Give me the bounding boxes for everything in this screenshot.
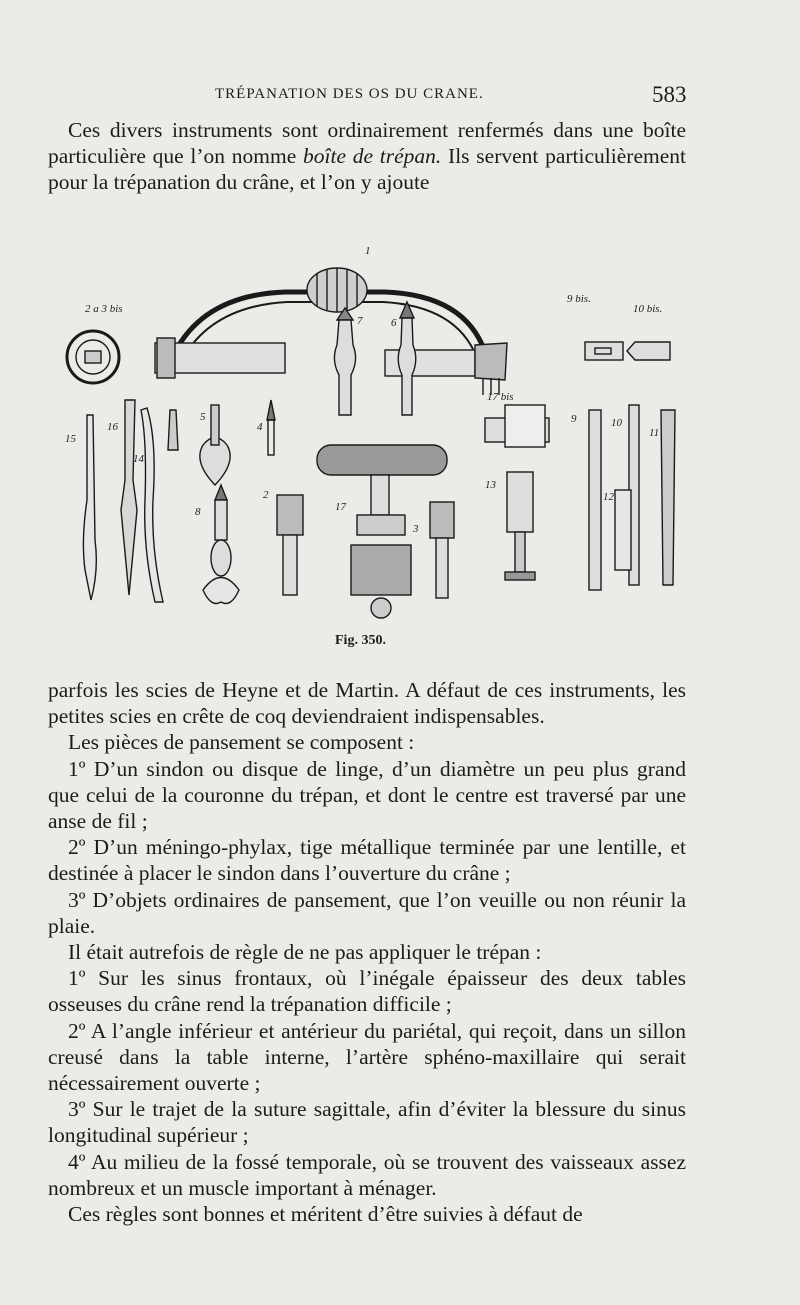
- fig-label-15: 15: [65, 433, 76, 445]
- body-paragraph: parfois les scies de Heyne et de Martin. A défaut de ces instruments, les petites scies en crête de coq deviendraient indispensables.: [48, 678, 686, 729]
- figure-caption: Fig. 350.: [335, 633, 386, 648]
- fig-label-13: 13: [485, 479, 496, 491]
- crown-3-drawing: [430, 502, 454, 598]
- body-paragraph: 3º D’objets ordinaires de pansement, que l’on veuille ou non réunir la plaie.: [48, 887, 686, 938]
- body-paragraph: 3º Sur le trajet de la suture sagittale, afin d’éviter la blessure du sinus longitudinal supérieur ;: [48, 1097, 686, 1148]
- figure-350: [55, 240, 705, 625]
- perforator-17-drawing: [317, 445, 447, 618]
- fig-label-16: 16: [107, 421, 118, 433]
- fig-label-10bis: 10 bis.: [633, 303, 663, 315]
- fig-label-4: 4: [257, 421, 263, 433]
- body-paragraph: Les pièces de pansement se composent :: [68, 730, 415, 755]
- body-paragraph: 1º Sur les sinus frontaux, où l’inégale épaisseur des deux tables osseuses du crâne rend la trépanation difficile ;: [48, 966, 686, 1017]
- fig-label-6: 6: [391, 317, 397, 329]
- handles-9-10-11-12-drawing: [589, 405, 675, 590]
- fig-label-7: 7: [357, 315, 363, 327]
- fig-label-9bis: 9 bis.: [567, 293, 591, 305]
- small-plates-drawing: [585, 342, 670, 360]
- fig-label-3: 3: [413, 523, 419, 535]
- fig-label-9: 9: [571, 413, 577, 425]
- fig-label-5: 5: [200, 411, 206, 423]
- fig-label-1: 1: [365, 245, 371, 257]
- fig-label-2: 2: [263, 489, 269, 501]
- body-paragraph: Ces règles sont bonnes et méritent d’être suivies à défaut de: [68, 1202, 583, 1227]
- fig-label-10: 10: [611, 417, 622, 429]
- trepan-brace-drawing: [155, 268, 507, 395]
- item-8-drawing: [203, 485, 239, 604]
- fig-label-14: 14: [133, 453, 144, 465]
- body-text: [48, 677, 686, 1227]
- sindon-disc-drawing: [67, 331, 119, 383]
- body-paragraph: Il était autrefois de règle de ne pas appliquer le trépan :: [68, 940, 542, 965]
- fig-label-11: 11: [649, 427, 660, 439]
- body-paragraph: 2º A l’angle inférieur et antérieur du pariétal, qui reçoit, dans un sillon creusé dans la table interne, l’artère sphéno-maxillaire qui serait nécessairement ouverte ;: [48, 1018, 686, 1096]
- body-paragraph: 4º Au milieu de la fossé temporale, où se trouvent des vaisseaux assez nombreux et un muscle important à ménager.: [48, 1149, 686, 1200]
- body-paragraph: 1º D’un sindon ou disque de linge, d’un diamètre un peu plus grand que celui de la couronne du trépan, et dont le centre est traversé par une anse de fil ;: [48, 756, 686, 834]
- bits-7-6-drawing: [334, 302, 415, 415]
- item-17bis-drawing: [485, 405, 549, 447]
- fig-label-12: 12: [603, 491, 614, 503]
- top-paragraph: [48, 117, 686, 196]
- top-paragraph-text-1: Ces divers instruments sont ordinairement renfermés dans une boîte particulière que l’on nomme: [48, 118, 686, 169]
- body-paragraph: 2º D’un méningo-phylax, tige métallique terminée par une lentille, et destinée à placer le sindon dans l’ouverture du crâne ;: [48, 835, 686, 886]
- fig-label-17: 17: [335, 501, 346, 513]
- top-paragraph-text-2: Ils servent particulièrement pour la trépanation du crâne, et l’on y ajoute: [48, 144, 686, 195]
- fig-label-8: 8: [195, 506, 201, 518]
- top-paragraph-emphasis: boîte de trépan.: [303, 144, 442, 169]
- item-13-drawing: [505, 472, 535, 580]
- elevators-15-16-14-drawing: [83, 400, 163, 602]
- fig-label-2a3bis: 2 a 3 bis: [85, 303, 123, 315]
- chapter-title: TRÉPANATION DES OS DU CRANE.: [215, 86, 484, 102]
- running-head: [0, 82, 800, 112]
- page-number: 583: [652, 82, 687, 107]
- trepan-instruments-engraving: [55, 240, 705, 625]
- fig-label-17bis: 17 bis: [487, 391, 514, 403]
- crown-2-drawing: [277, 495, 303, 595]
- items-5-4-drawing: [168, 400, 275, 485]
